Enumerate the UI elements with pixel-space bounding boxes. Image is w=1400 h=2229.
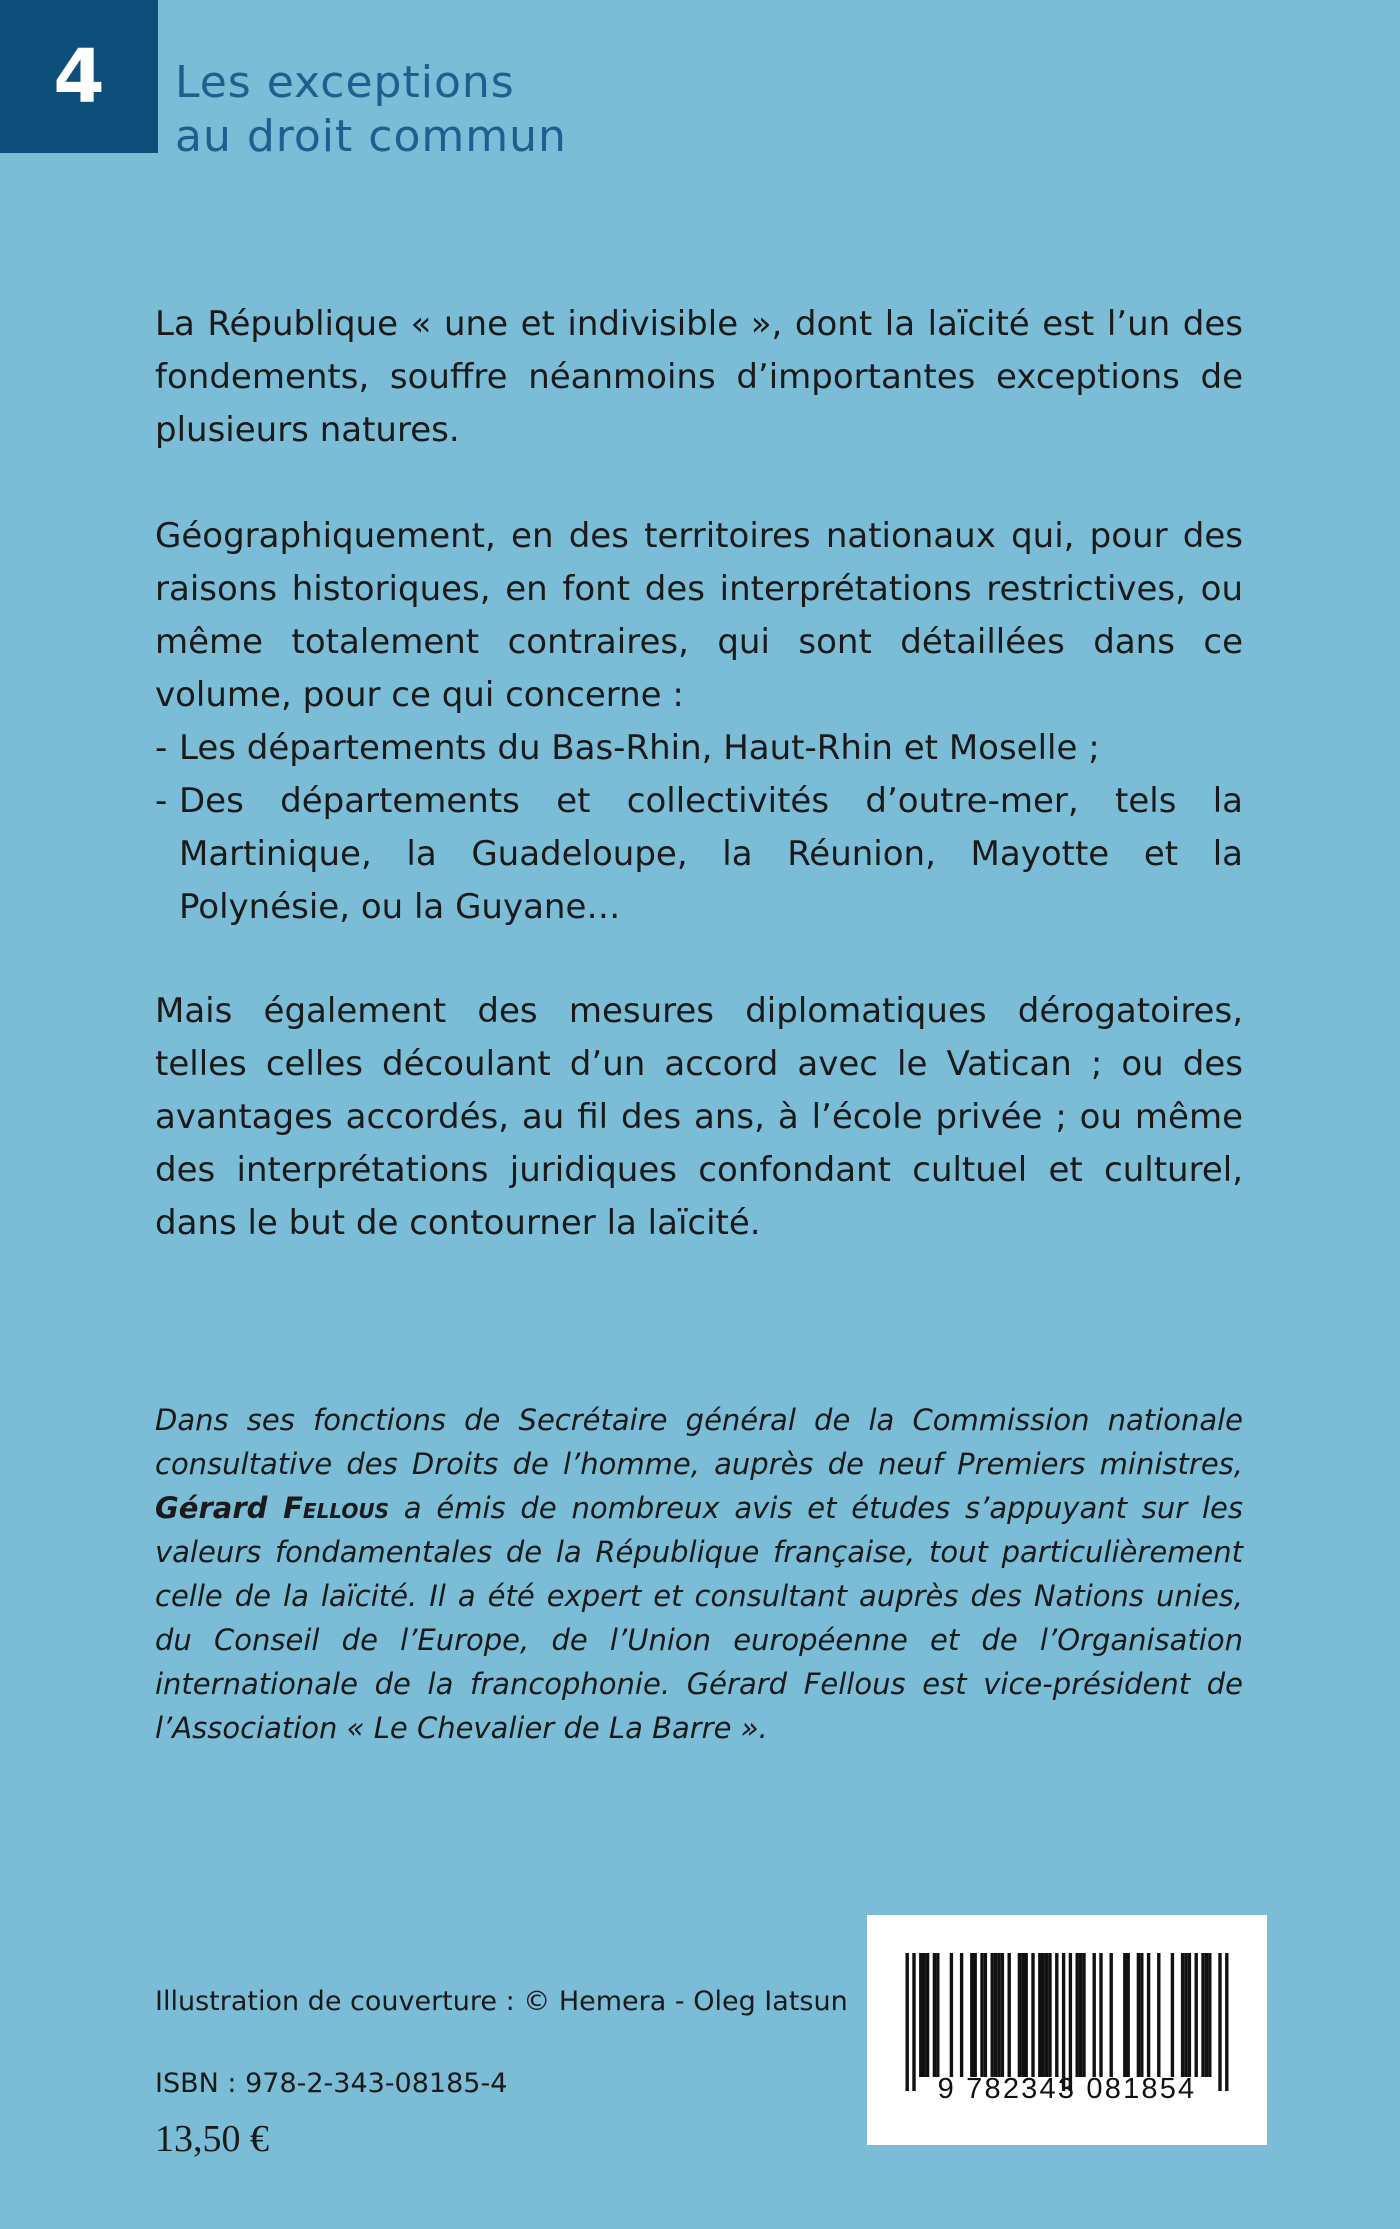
barcode-bar: [1181, 1953, 1184, 2077]
series-number-badge: [0, 0, 158, 153]
barcode-bar: [1140, 1953, 1143, 2077]
barcode-bar: [1127, 1953, 1130, 2077]
barcode-bar: [1031, 1953, 1034, 2077]
barcode-bar: [1137, 1953, 1140, 2077]
barcode-bar: [1082, 1953, 1085, 2077]
price: 13,50 €: [155, 2118, 269, 2160]
barcode-bar: [991, 1953, 994, 2077]
barcode-bar: [1076, 1953, 1079, 2077]
barcode-bar: [1147, 1953, 1150, 2077]
barcode-digits: 9 782343 081854: [937, 2073, 1197, 2105]
barcode-bar: [1201, 1953, 1204, 2077]
blurb-paragraph-3: [155, 985, 1243, 1250]
barcode-bar: [1205, 1953, 1208, 2077]
barcode-bar: [1110, 1953, 1113, 2077]
barcode-bar: [1208, 1953, 1211, 2077]
author-bio: [155, 1398, 1243, 1750]
barcode-bar: [1038, 1953, 1041, 2077]
series-number: 4: [53, 33, 105, 120]
bio-text-after: a émis de nombreux avis et études s’appuyant sur les valeurs fondamentales de la République française, tout particulièrement celle de la laïcité. Il a été expert et consultant auprès des Nations unies, du Conseil de l’Europe, de l’Union européenne et de l’Organisation internationale de la francophonie. Gérard Fellous est vice-président de l’Association « Le Chevalier de La Barre ».: [155, 1491, 1244, 1745]
barcode-bar: [919, 1953, 922, 2077]
barcode: [867, 1915, 1267, 2145]
barcode-bar: [1069, 1953, 1072, 2091]
barcode-bar: [926, 1953, 929, 2077]
blurb-paragraph-3-text: Mais également des mesures diplomatiques dérogatoires, telles celles découlant d’un accord avec le Vatican ; ou des avantages accordés, au fil des ans, à l’école privée ; ou même des interprétations juridiques confondant cultuel et culturel, dans le but de contourner la laïcité.: [155, 991, 1243, 1243]
barcode-bar: [1062, 1953, 1065, 2091]
list-item: - Les départements du Bas-Rhin, Haut-Rhin et Moselle ;: [155, 722, 1243, 775]
barcode-bar: [1195, 1953, 1198, 2077]
barcode-bar: [1099, 1953, 1102, 2077]
barcode-bar: [1188, 1953, 1191, 2077]
series-title-line-1: Les exceptions: [175, 57, 515, 108]
barcode-bar: [933, 1953, 936, 2077]
author-last-name: Fellous: [283, 1491, 389, 1525]
barcode-bar: [1048, 1953, 1051, 2077]
author-first-name: Gérard: [155, 1491, 284, 1525]
barcode-bar: [1225, 1953, 1228, 2091]
barcode-bar: [1079, 1953, 1082, 2077]
barcode-bar: [936, 1953, 939, 2077]
cover-credit: Illustration de couverture : © Hemera - Oleg Iatsun: [155, 1986, 848, 2017]
barcode-bar: [912, 1953, 915, 2091]
barcode-bar: [984, 1953, 987, 2077]
barcode-bar: [1042, 1953, 1045, 2077]
barcode-bar: [970, 1953, 973, 2077]
barcode-bar: [950, 1953, 953, 2077]
blurb-paragraph-1-text: La République « une et indivisible », dont la laïcité est l’un des fondements, souffre néanmoins d’importantes exceptions de plusieurs natures.: [155, 304, 1243, 450]
series-title: [175, 56, 567, 164]
barcode-bar: [1093, 1953, 1096, 2077]
barcode-bar: [1055, 1953, 1058, 2077]
barcode-bar: [994, 1953, 997, 2077]
barcode-bar: [960, 1953, 963, 2077]
barcode-bar: [1123, 1953, 1126, 2077]
territory-list: [155, 722, 1243, 934]
list-item: - Des départements et collectivités d’outre-mer, tels la Martinique, la Guadeloupe, la Réunion, Mayotte et la Polynésie, ou la Guyane…: [155, 775, 1243, 934]
isbn: ISBN : 978-2-343-08185-4: [155, 2068, 508, 2099]
barcode-bar: [980, 1953, 983, 2077]
series-title-line-2: au droit commun: [175, 111, 567, 162]
blurb-paragraph-2: [155, 510, 1243, 934]
barcode-bar: [974, 1953, 977, 2077]
barcode-bar: [1171, 1953, 1174, 2077]
barcode-bar: [1218, 1953, 1221, 2091]
barcode-bar: [997, 1953, 1000, 2077]
author-name: [155, 1491, 389, 1525]
blurb-paragraph-2-intro: Géographiquement, en des territoires nationaux qui, pour des raisons historiques, en font des interprétations restrictives, ou même totalement contraires, qui sont détaillées dans ce volume, pour ce qui concerne :: [155, 516, 1243, 715]
barcode-bar: [1001, 1953, 1004, 2077]
barcode-bar: [1025, 1953, 1028, 2077]
barcode-bar: [1045, 1953, 1048, 2077]
barcode-bar: [1008, 1953, 1011, 2077]
barcode-bar: [1184, 1953, 1187, 2077]
blurb-paragraph-1: [155, 298, 1243, 457]
barcode-bar: [1018, 1953, 1021, 2077]
barcode-bar: [1157, 1953, 1160, 2077]
bio-text-before: Dans ses fonctions de Secrétaire général de la Commission nationale consultative des Droits de l’homme, auprès de neuf Premiers ministres,: [155, 1403, 1243, 1481]
barcode-bar: [1021, 1953, 1024, 2077]
barcode-bar: [906, 1953, 909, 2091]
barcode-bars: [867, 1915, 1267, 2145]
barcode-bar: [923, 1953, 926, 2077]
